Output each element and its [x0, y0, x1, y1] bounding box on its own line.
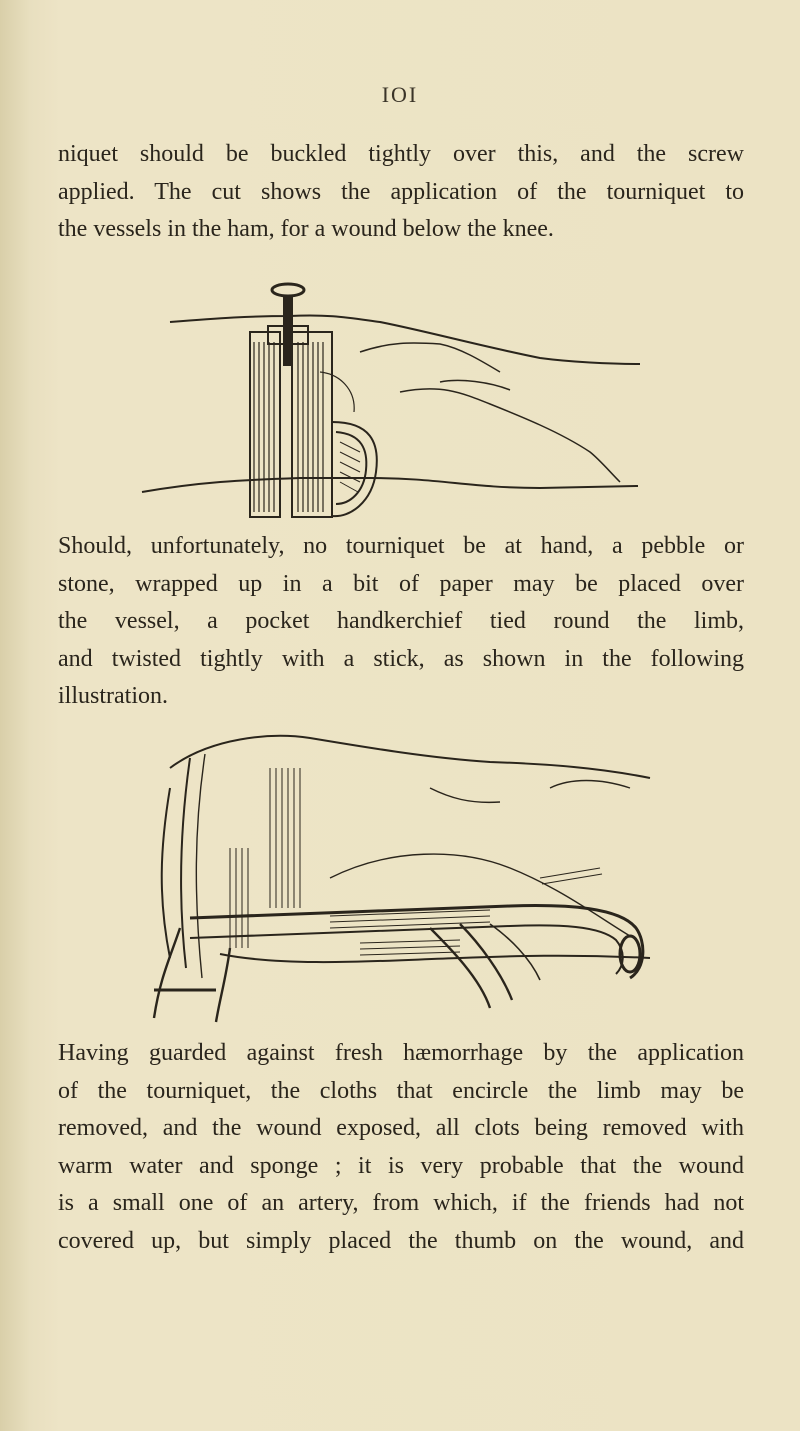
- text-line: covered up, but simply placed the thumb on the wound, and: [58, 1227, 744, 1254]
- page-number: IOI: [381, 82, 419, 107]
- paragraph-2: [58, 528, 744, 716]
- text-line: niquet should be buckled tightly over this, and the screw: [58, 141, 744, 167]
- text-line: the vessel, a pocket handkerchief tied round the limb,: [58, 608, 744, 634]
- paragraph-3: [58, 1035, 744, 1260]
- handkerchief-and-stick-illustration: [130, 728, 660, 1024]
- handkerchief-engraving-svg: [130, 728, 660, 1024]
- text-line: Having guarded against fresh hæmorrhage by the application: [58, 1040, 744, 1066]
- tourniquet-engraving-svg: [140, 282, 640, 522]
- text-line: removed, and the wound exposed, all clots being removed with: [58, 1115, 744, 1141]
- text-line: Should, unfortunately, no tourniquet be at hand, a pebble or: [58, 533, 744, 559]
- text-line: of the tourniquet, the cloths that encircle the limb may be: [58, 1077, 744, 1104]
- text-line: applied. The cut shows the application of the tourniquet to: [58, 178, 744, 205]
- text-line: stone, wrapped up in a bit of paper may be placed over: [58, 570, 744, 597]
- tourniquet-on-leg-illustration: [140, 282, 640, 522]
- text-line: is a small one of an artery, from which, if the friends had not: [58, 1190, 744, 1216]
- text-line: warm water and sponge ; it is very probable that the wound: [58, 1152, 744, 1179]
- text-line: and twisted tightly with a stick, as shown in the following: [58, 645, 744, 672]
- text-line: the vessels in the ham, for a wound below the knee.: [58, 216, 554, 242]
- paragraph-1: [58, 136, 744, 249]
- text-line: illustration.: [58, 683, 168, 709]
